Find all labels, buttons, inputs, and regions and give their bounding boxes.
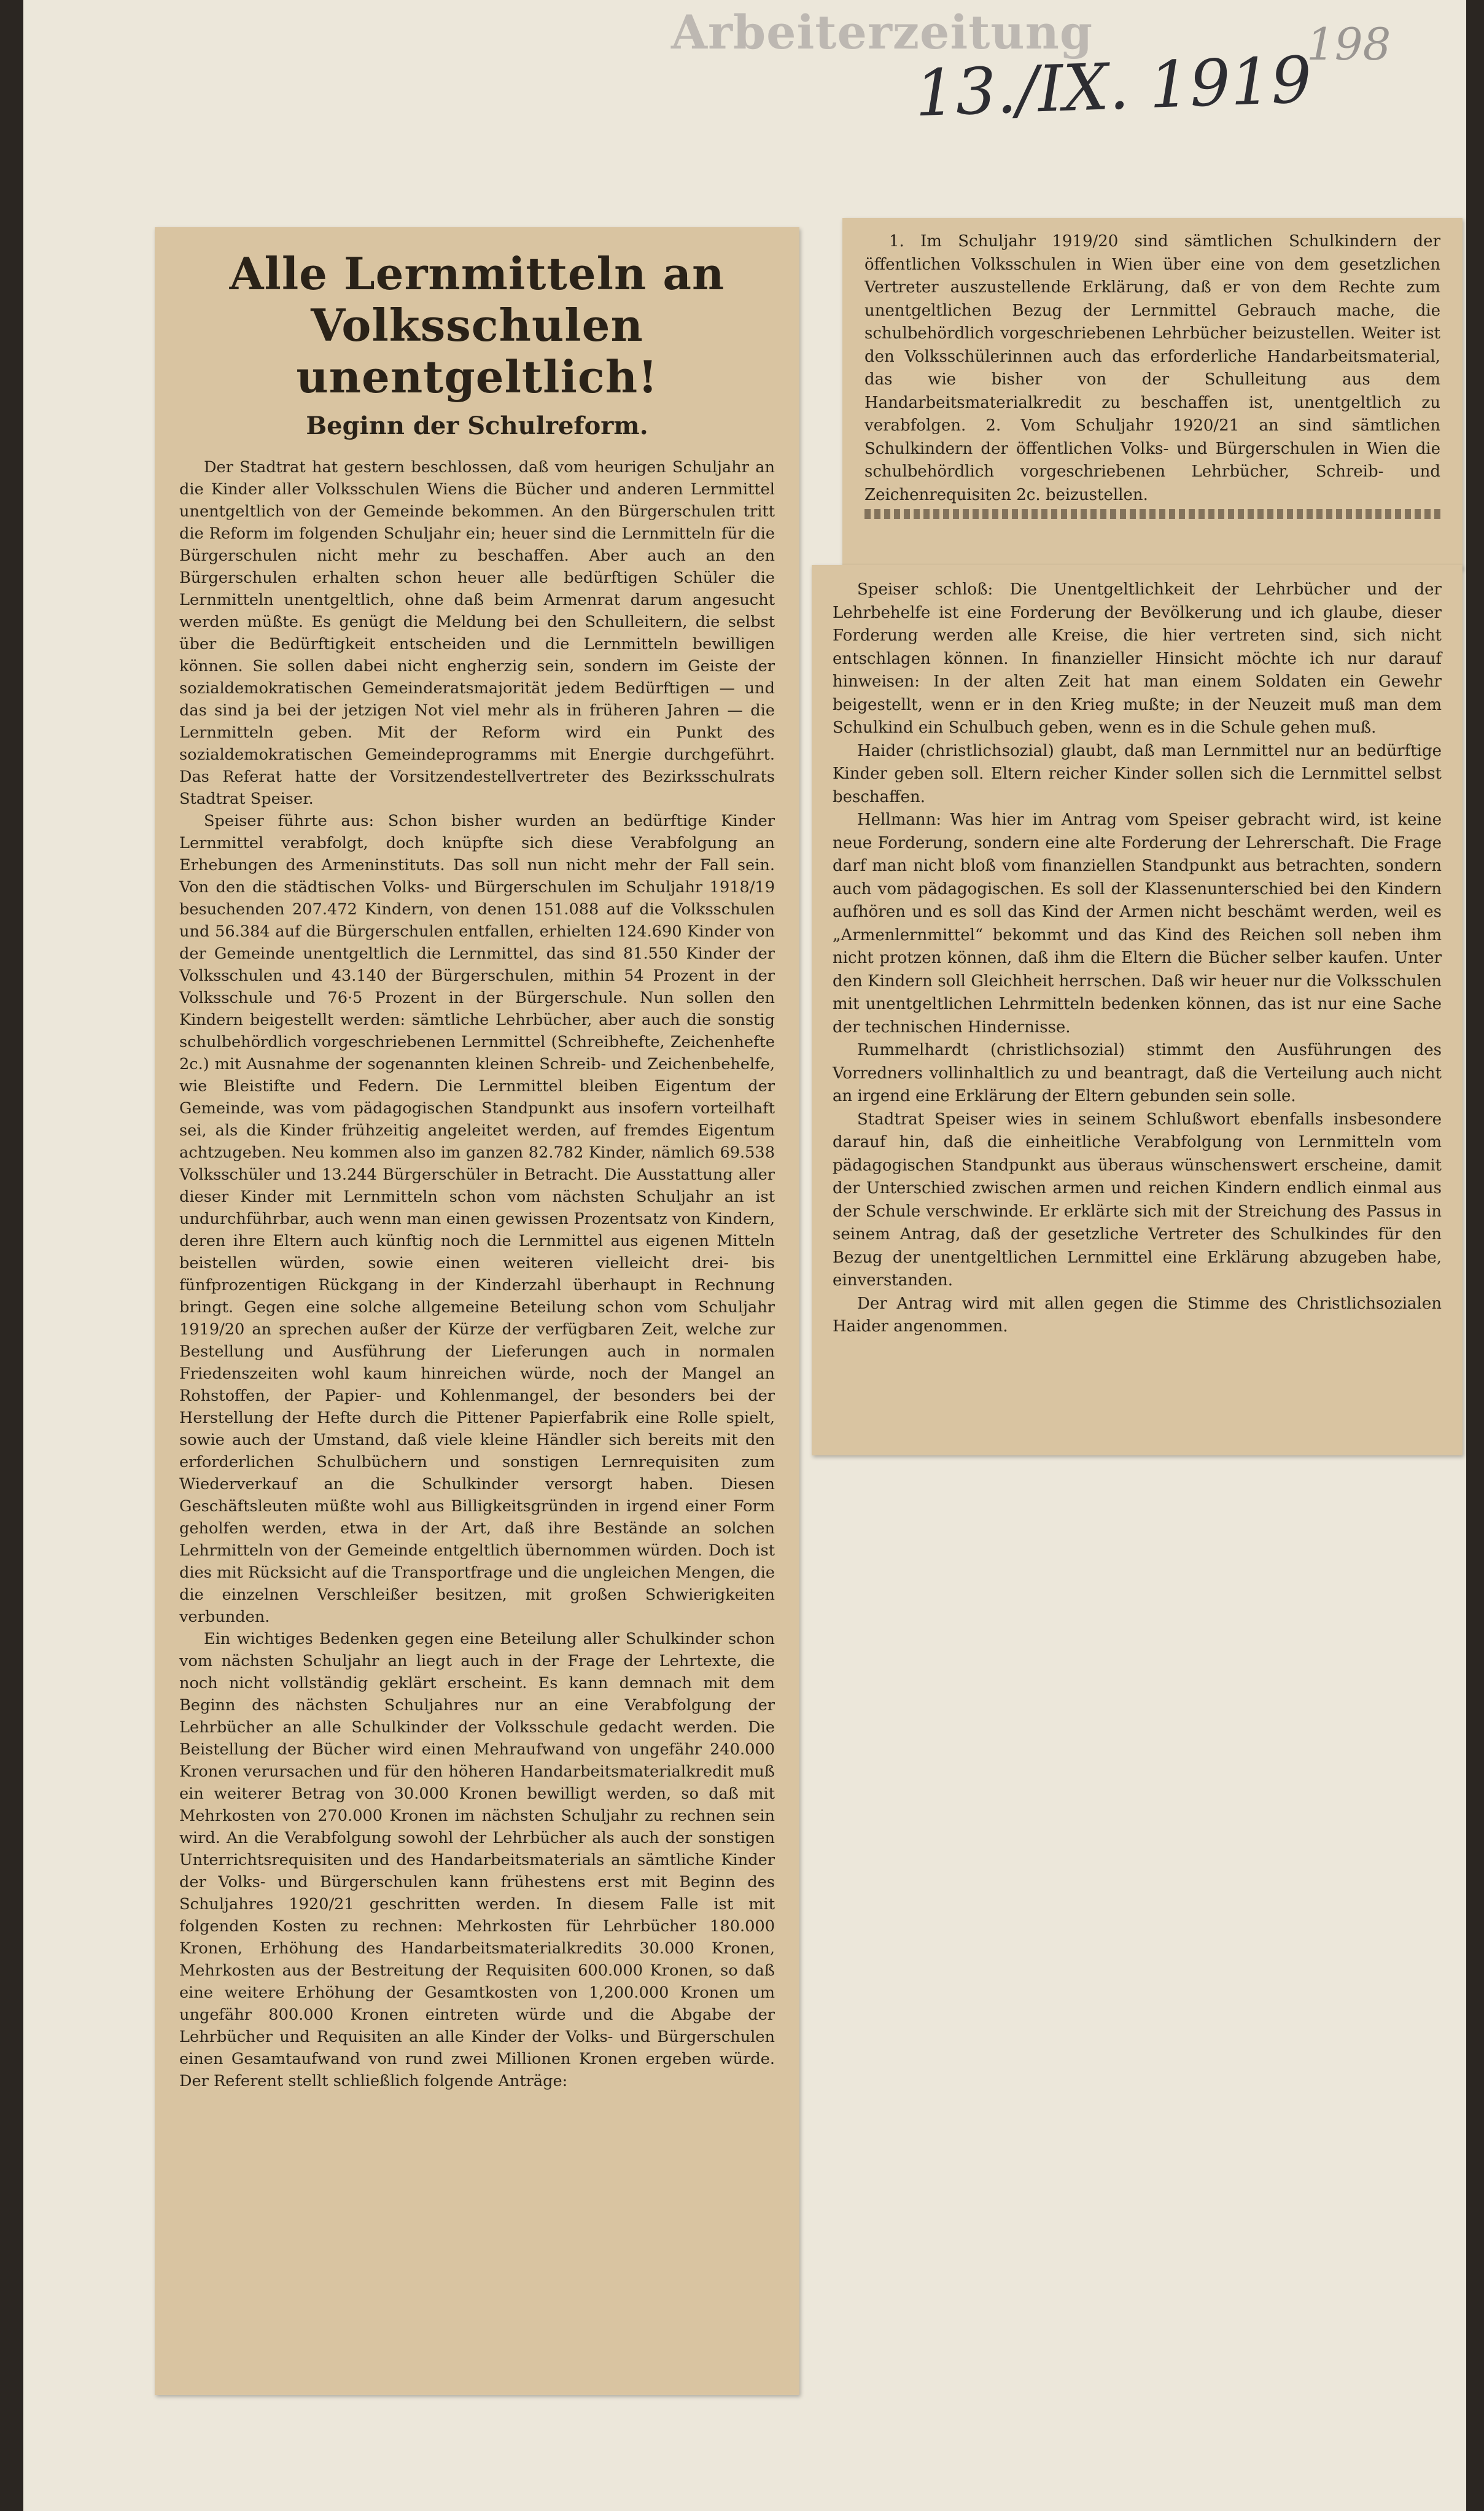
clipping-main <box>155 227 799 2395</box>
newspaper-stamp: Arbeiterzeitung <box>671 5 1094 60</box>
clipping-motions <box>842 218 1463 569</box>
debate-paragraph: Rummelhardt (christlichsozial) stimmt den Ausführungen des Vorredners vollinhaltlich zu und beantragt, daß die Verteilung auch nicht an irgend eine Erklärung der Eltern gebunden sein solle. <box>833 1041 1442 1105</box>
article-headline: Alle Lernmitteln an Volksschulen unentgeltlich! <box>229 247 725 403</box>
article-paragraph: Speiser führte aus: Schon bisher wurden an bedürftige Kinder Lernmittel verabfolgt, doch knüpfte sich diese Verabfolgung an Erhebungen des Armeninstituts. Das soll nun nicht mehr der Fall sein. Von den die städtischen Volks- und Bürgerschulen im Schuljahr 1918/19 besuchenden 207.472 Kindern, von denen 151.088 auf die Volksschulen und 56.384 auf die Bürgerschulen entfallen, erhielten 124.690 Kinder von der Gemeinde unentgeltlich die Lernmittel, das sind 81.550 Kinder der Volksschulen und 43.140 der Bürgerschulen, mithin 54 Prozent in der Volksschule und 76·5 Prozent in der Bürgerschule. Nun sollen den Kindern beigestellt werden: sämtliche Lehrbücher, aber auch die sonstig schulbehördlich vorgeschriebenen Lernmittel (Schreibhefte, Zeichenhefte 2c.) mit Ausnahme der sogenannten kleinen Schreib- und Zeichenbehelfe, wie Bleistifte und Federn. Die Lernmittel bleiben Eigentum der Gemeinde, was vom pädagogischen Standpunkt aus insofern vorteilhaft sei, als die Kinder frühzeitig angeleitet werden, auf fremdes Eigentum achtzugeben. Neu kommen also im ganzen 82.782 Kinder, nämlich 69.538 Volksschüler und 13.244 Bürgerschüler in Betracht. Die Ausstattung aller dieser Kinder mit Lernmitteln schon vom nächsten Schuljahr an ist undurchführbar, auch wenn man einen gewissen Prozentsatz von Kindern, deren ihre Eltern auch künftig noch die Lernmittel aus eigenen Mitteln beistellen würden, sowie einen weiteren vielleicht drei- bis fünfprozentigen Rückgang in der Kinderzahl überhaupt in Rechnung bringt. Gegen eine solche allgemeine Beteilung schon vom Schuljahr 1919/20 an sprechen außer der Kürze der verfügbaren Zeit, welche zur Bestellung und Ausführung der Lieferungen auch in normalen Friedenszeiten wohl kaum hinreichen würde, noch der Mangel an Rohstoffen, der Papier- und Kohlenmangel, der besonders bei der Herstellung der Hefte durch die Pittener Papierfabrik eine Rolle spielt, sowie auch der Umstand, daß viele kleine Händler sich bereits mit den erforderlichen Schulbüchern und sonstigen Lernrequisiten zum Wiederverkauf an die Schulkinder versorgt haben. Diesen Geschäftsleuten müßte wohl aus Billigkeitsgründen in irgend einer Form geholfen werden, etwa in der Art, daß ihre Bestände an solchen Lehrmitteln von der Gemeinde entgeltlich übernommen würden. Doch ist dies mit Rücksicht auf die Transportfrage und die ungleichen Mengen, die die einzelnen Verschleißer besitzen, mit großen Schwierigkeiten verbunden. <box>179 812 775 1626</box>
debate-paragraph: Stadtrat Speiser wies in seinem Schlußwort ebenfalls insbesondere darauf hin, daß die einheitliche Verabfolgung von Lernmitteln vom pädagogischen Standpunkt aus überaus wünschenswert erscheine, damit der Unterschied zwischen armen und reichen Kindern endlich einmal aus der Schule verschwinde. Er erklärte sich mit der Streichung des Passus in seinem Antrag, daß der gesetzliche Vertreter des Schulkindes für den Bezug der unentgeltlichen Lernmittel eine Erklärung abzugeben habe, einverstanden. <box>833 1110 1442 1290</box>
archive-number: 198 <box>1307 18 1391 70</box>
debate-paragraph: Speiser schloß: Die Unentgeltlichkeit der Lehrbücher und der Lehrbehelfe ist eine Forderung der Bevölkerung und ich glaube, dieser Forderung werden alle Kreise, die hier vertreten sind, sich nicht entschlagen können. In finanzieller Hinsicht möchte ich nur darauf hinweisen: In der alten Zeit hat man einem Soldaten ein Gewehr beigestellt, wenn er in den Krieg mußte; in der Neuzeit muß man dem Schulkind ein Schulbuch geben, wenn es in die Schule gehen muß. <box>833 580 1442 737</box>
debate-paragraph: Der Antrag wird mit allen gegen die Stimme des Christlichsozialen Haider angenommen. <box>833 1294 1442 1336</box>
clipping-debate <box>812 565 1463 1455</box>
article-subheadline: Beginn der Schulreform. <box>306 411 648 440</box>
article-paragraph: Ein wichtiges Bedenken gegen eine Beteilung aller Schulkinder schon vom nächsten Schuljahr an liegt auch in der Frage der Lehrtexte, die noch nicht vollständig geklärt erscheint. Es kann demnach mit dem Beginn des nächsten Schuljahres nur an eine Verabfolgung der Lehrbücher an alle Schulkinder der Volksschule gedacht werden. Die Beistellung der Bücher wird einen Mehraufwand von ungefähr 240.000 Kronen verursachen und für den höheren Handarbeitsmaterialkredit muß ein weiterer Betrag von 30.000 Kronen bewilligt werden, so daß mit Mehrkosten von 270.000 Kronen im nächsten Schuljahr zu rechnen sein wird. An die Verabfolgung sowohl der Lehrbücher als auch der sonstigen Unterrichtsrequisiten und des Handarbeitsmaterials an sämtliche Kinder der Volks- und Bürgerschulen kann frühestens erst mit Beginn des Schuljahres 1920/21 geschritten werden. In diesem Falle ist mit folgenden Kosten zu rechnen: Mehrkosten für Lehrbücher 180.000 Kronen, Erhöhung des Handarbeitsmaterialkredits 30.000 Kronen, Mehrkosten aus der Bestreitung der Requisiten 600.000 Kronen, so daß eine weitere Erhöhung der Gesamtkosten von 1,200.000 Kronen um ungefähr 800.000 Kronen eintreten würde und die Abgabe der Lehrbücher und Requisiten an alle Kinder der Volks- und Bürgerschulen einen Gesamtaufwand von rund zwei Millionen Kronen ergeben würde. Der Referent stellt schließlich folgende Anträge: <box>179 1630 775 2090</box>
motions-paragraph: 1. Im Schuljahr 1919/20 sind sämtlichen Schulkindern der öffentlichen Volksschulen in Wien über eine von dem gesetzlichen Vertreter auszustellende Erklärung, daß er von dem Rechte zum unentgeltlichen Bezug der Lernmittel Gebrauch mache, die schulbehördlich vorgeschriebenen Lehrbücher beizustellen. Weiter ist den Volksschülerinnen auch das erforderliche Handarbeitsmaterial, das wie bisher von der Schulleitung aus dem Handarbeitsmaterialkredit zu beschaffen ist, unentgeltlich zu verabfolgen. 2. Vom Schuljahr 1920/21 an sind sämtlichen Schulkindern der öffentlichen Volks- und Bürgerschulen in Wien die schulbehördlich vorgeschriebenen Lehrbücher, Schreib- und Zeichenrequisiten 2c. beizustellen. <box>864 232 1440 504</box>
debate-paragraph: Hellmann: Was hier im Antrag vom Speiser gebracht wird, ist keine neue Forderung, sondern eine alte Forderung der Lehrerschaft. Die Frage darf man nicht bloß vom finanziellen Standpunkt aus betrachten, sondern auch vom pädagogischen. Es soll der Klassenunterschied bei den Kindern aufhören und es soll das Kind der Armen nicht beschämt werden, weil es „Armenlernmittel“ bekommt und das Kind des Reichen soll neben ihm nicht protzen können, daß ihm die Eltern die Bücher selber kaufen. Unter den Kindern soll Gleichheit herrschen. Daß wir heuer nur die Volksschulen mit unentgeltlichen Lehrmitteln bedenken können, das ist nur eine Sache der technischen Hindernisse. <box>833 811 1442 1037</box>
article-paragraph: Der Stadtrat hat gestern beschlossen, daß vom heurigen Schuljahr an die Kinder aller Volksschulen Wiens die Bücher und anderen Lernmittel unentgeltlich von der Gemeinde bekommen. An den Bürgerschulen tritt die Reform im folgenden Schuljahr ein; heuer sind die Lernmitteln für die Bürgerschulen nicht mehr zu beschaffen. Aber auch an den Bürgerschulen erhalten schon heuer alle bedürftigen Schüler die Lernmitteln unentgeltlich, ohne daß beim Armenrat darum angesucht werden müßte. Es genügt die Meldung bei den Schulleitern, die selbst über die Bedürftigkeit entscheiden und die Lernmitteln bewilligen können. Sie sollen dabei nicht engherzig sein, sondern im Geiste der sozialdemokratischen Gemeinderatsmajorität jedem Bedürftigen — und das sind ja bei der jetzigen Not viel mehr als in früheren Jahren — die Lernmitteln geben. Mit der Reform wird ein Punkt des sozialdemokratischen Gemeindeprogramms mit Energie durchgeführt. Das Referat hatte der Vorsitzendestellvertreter des Bezirksschulrats Stadtrat Speiser. <box>179 458 775 808</box>
decorative-rule <box>864 509 1440 519</box>
debate-paragraph: Haider (christlichsozial) glaubt, daß man Lernmittel nur an bedürftige Kinder geben soll. Eltern reicher Kinder sollen sich die Lernmittel selbst beschaffen. <box>833 741 1442 806</box>
handwritten-date: 13./IX. 1919 <box>914 42 1313 131</box>
